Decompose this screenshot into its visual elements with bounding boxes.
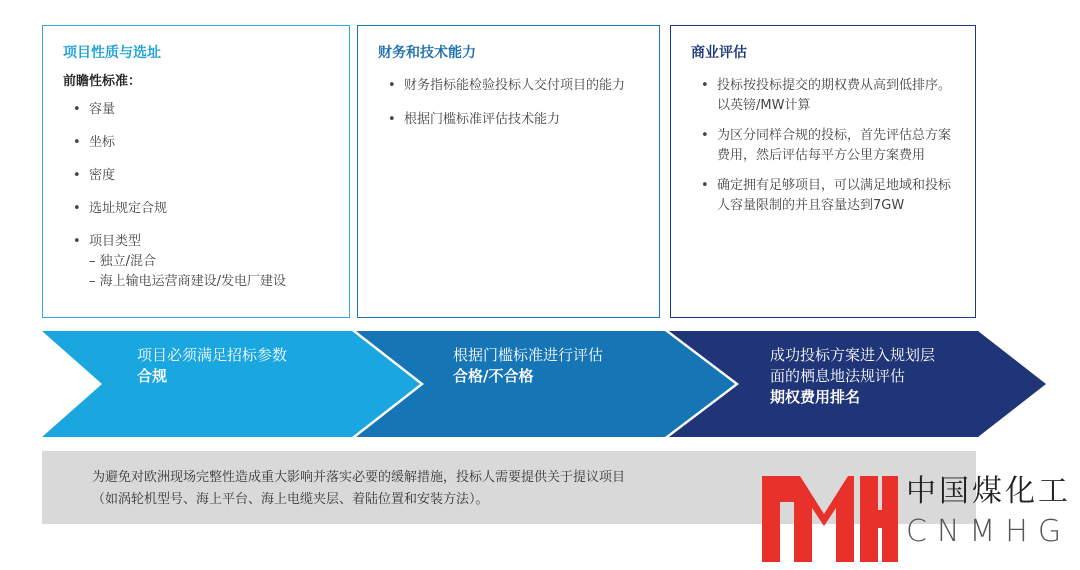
arrow-label-compliance: 项目必须满足招标参数 合规: [137, 346, 288, 385]
cnmhg-logo: [760, 462, 1080, 566]
box-title: 项目性质与选址: [63, 45, 161, 61]
list-item: • 项目类型 – 独立/混合 – 海上输电运营商建设/发电厂建设: [73, 232, 335, 292]
bullet-icon: •: [73, 168, 81, 183]
box-title: 商业评估: [691, 45, 747, 61]
arrow-label-ranking: 成功投标方案进入规划层 面的栖息地法规评估 期权费用排名: [770, 346, 936, 406]
bullet-icon: •: [388, 78, 396, 93]
list-item: • 容量: [73, 100, 335, 120]
bullet-icon: •: [701, 128, 709, 143]
bullet-icon: •: [388, 112, 396, 127]
bullet-icon: •: [701, 178, 709, 193]
bullet-icon: •: [701, 78, 709, 93]
logo-english-text: CNMHG: [906, 514, 1072, 549]
bullet-icon: •: [73, 102, 81, 117]
bullet-icon: •: [73, 234, 81, 249]
box-subtitle: 前瞻性标准：: [63, 74, 142, 89]
mh-logo-icon: [760, 462, 900, 566]
bullet-icon: •: [73, 201, 81, 216]
bullet-icon: •: [73, 135, 81, 150]
sub-item: – 海上输电运营商建设/发电厂建设: [89, 274, 287, 289]
list-item: • 密度: [73, 166, 335, 186]
logo-chinese-text: 中国煤化工: [906, 474, 1071, 509]
box-title: 财务和技术能力: [378, 45, 476, 61]
list-item: • 确定拥有足够项目，可以满足地域和投标人容量限制的并且容量达到7GW: [701, 178, 952, 213]
sub-item: – 独立/混合: [89, 254, 157, 269]
list-item: • 选址规定合规: [73, 199, 335, 219]
arrow-label-qualification: 根据门槛标准进行评估 合格/不合格: [453, 346, 604, 385]
note-text: 为避免对欧洲现场完整性造成重大影响并落实必要的缓解措施，投标人需要提供关于提议项目 （如涡轮机型号、海上平台、海上电缆夹层、着陆位置和安装方法）。: [92, 470, 626, 507]
list-item: • 为区分同样合规的投标，首先评估总方案费用，然后评估每平方公里方案费用: [701, 128, 952, 163]
list-item: • 坐标: [73, 133, 335, 153]
list-item: • 投标按投标提交的期权费从高到低排序。以英镑/MW计算: [701, 78, 952, 113]
list-item: • 根据门槛标准评估技术能力: [388, 110, 645, 130]
list-item: • 财务指标能检验投标人交付项目的能力: [388, 76, 645, 96]
